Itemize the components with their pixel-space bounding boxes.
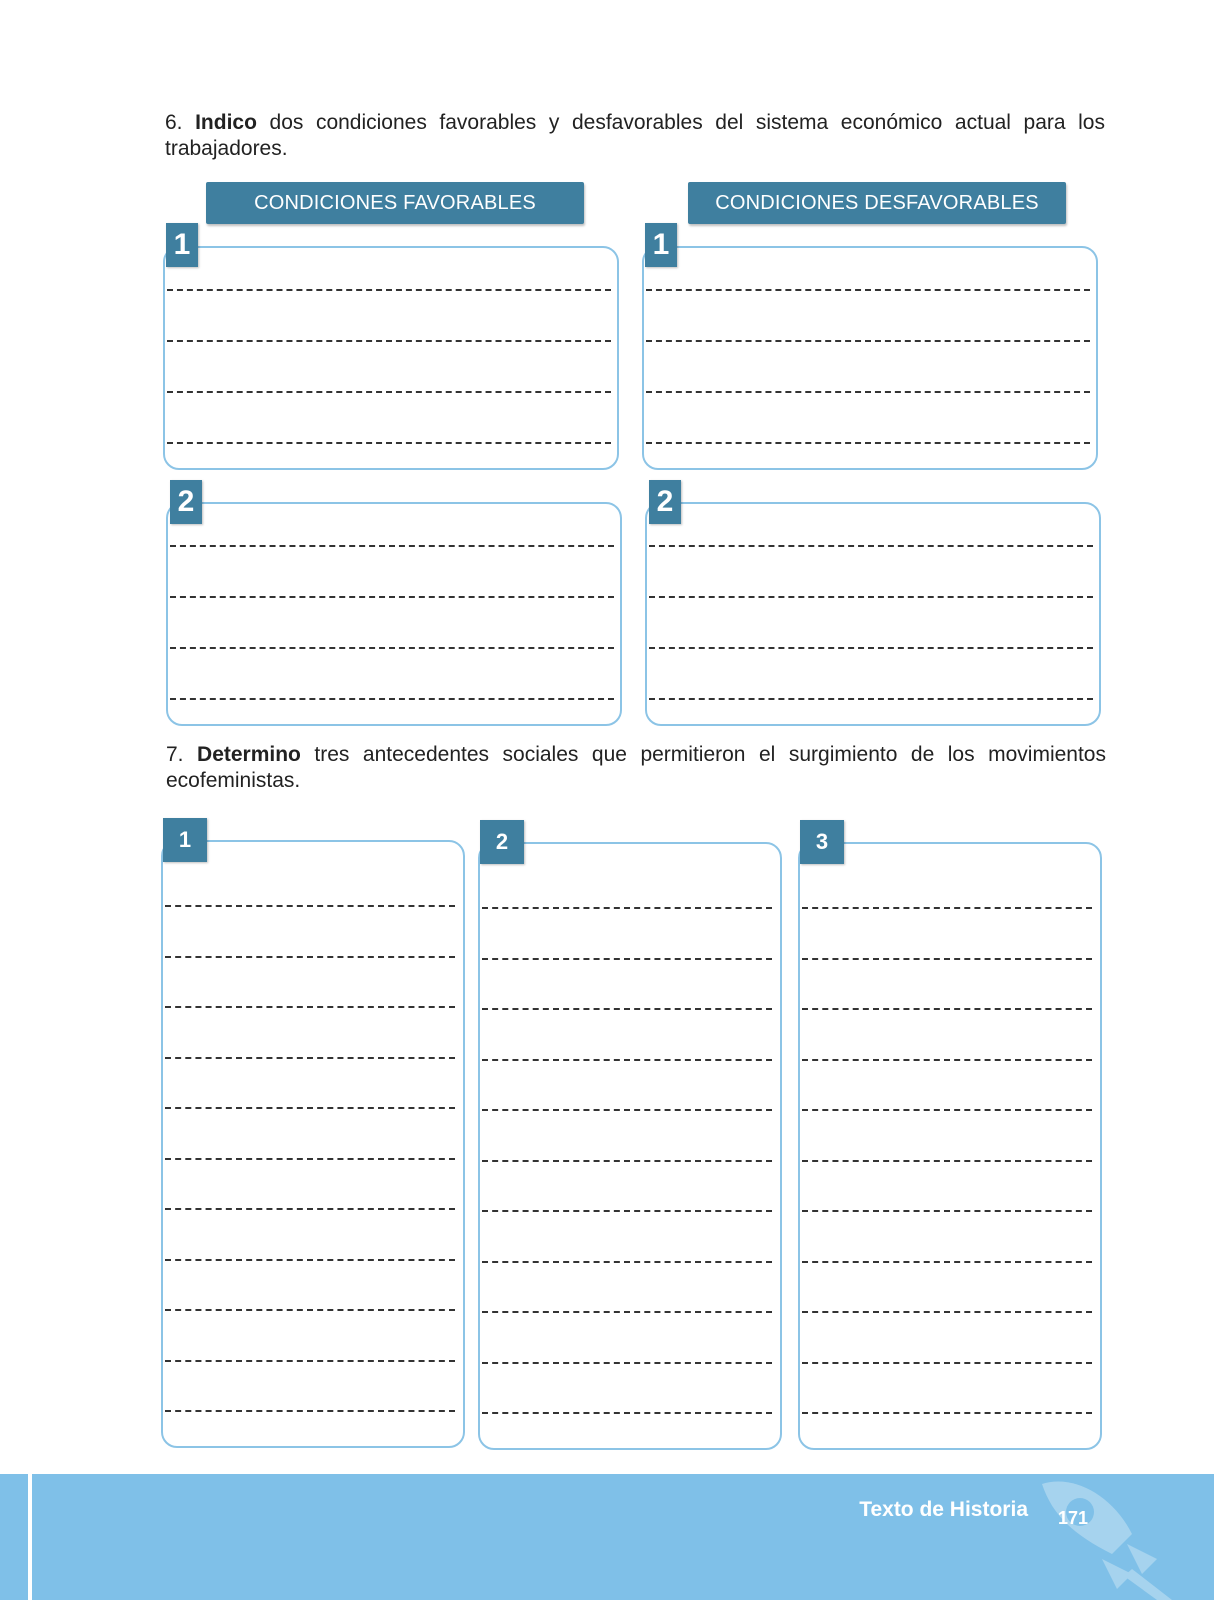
writing-line xyxy=(802,1362,1092,1364)
writing-line xyxy=(167,442,611,444)
question-6-text: dos condiciones favorables y desfavorables del sistema económico actual para los trabajadores. xyxy=(165,111,1105,160)
writing-line xyxy=(802,1210,1092,1212)
writing-line xyxy=(482,907,772,909)
question-6 xyxy=(165,110,1105,162)
writing-line xyxy=(165,1006,455,1008)
writing-line xyxy=(167,391,611,393)
favorable-answer-box-1[interactable] xyxy=(163,246,619,470)
question-7-number: 7. xyxy=(166,743,184,766)
unfavorable-answer-box-1[interactable] xyxy=(642,246,1098,470)
writing-line xyxy=(649,698,1093,700)
writing-line xyxy=(170,647,614,649)
writing-line xyxy=(165,1360,455,1362)
writing-line xyxy=(482,1008,772,1010)
footer-page-number: 171 xyxy=(1058,1508,1089,1528)
writing-line xyxy=(649,545,1093,547)
writing-line xyxy=(482,1362,772,1364)
writing-line xyxy=(802,1412,1092,1414)
footer-stripe xyxy=(28,1474,32,1600)
unfavorable-box-2-number: 2 xyxy=(649,480,681,524)
writing-line xyxy=(646,391,1090,393)
antecedent-answer-box-2[interactable] xyxy=(478,842,782,1450)
question-7 xyxy=(166,742,1106,794)
favorable-box-2-number: 2 xyxy=(170,480,202,524)
antecedent-answer-box-3[interactable] xyxy=(798,842,1102,1450)
writing-line xyxy=(165,1107,455,1109)
writing-line xyxy=(802,958,1092,960)
writing-line xyxy=(649,647,1093,649)
writing-line xyxy=(646,340,1090,342)
writing-line xyxy=(167,340,611,342)
writing-line xyxy=(165,1309,455,1311)
antecedent-box-3-number: 3 xyxy=(800,820,844,864)
question-7-verb: Determino xyxy=(197,743,301,766)
writing-line xyxy=(165,1410,455,1412)
writing-line xyxy=(802,1311,1092,1313)
writing-line xyxy=(802,1109,1092,1111)
writing-line xyxy=(170,596,614,598)
writing-line xyxy=(482,1311,772,1313)
antecedent-answer-box-1[interactable] xyxy=(161,840,465,1448)
writing-line xyxy=(482,1261,772,1263)
writing-line xyxy=(802,1008,1092,1010)
writing-line xyxy=(802,907,1092,909)
writing-line xyxy=(802,1261,1092,1263)
writing-line xyxy=(482,1210,772,1212)
writing-line xyxy=(649,596,1093,598)
writing-line xyxy=(165,1158,455,1160)
writing-line xyxy=(170,698,614,700)
antecedent-box-2-number: 2 xyxy=(480,820,524,864)
writing-line xyxy=(165,1259,455,1261)
writing-line xyxy=(165,1208,455,1210)
unfavorable-answer-box-2[interactable] xyxy=(645,502,1101,726)
favorable-box-1-number: 1 xyxy=(166,223,198,267)
rocket-icon xyxy=(1032,1474,1192,1600)
footer-book-title: Texto de Historia xyxy=(859,1498,1028,1521)
writing-line xyxy=(482,958,772,960)
question-7-text: tres antecedentes sociales que permitieron el surgimiento de los movimientos ecofeministas. xyxy=(166,743,1106,792)
unfavorable-box-1-number: 1 xyxy=(645,223,677,267)
writing-line xyxy=(165,905,455,907)
writing-line xyxy=(802,1160,1092,1162)
header-unfavorable-conditions: CONDICIONES DESFAVORABLES xyxy=(688,182,1066,224)
writing-line xyxy=(482,1059,772,1061)
question-6-number: 6. xyxy=(165,111,183,134)
header-favorable-conditions: CONDICIONES FAVORABLES xyxy=(206,182,584,224)
writing-line xyxy=(802,1059,1092,1061)
writing-line xyxy=(482,1109,772,1111)
writing-line xyxy=(165,956,455,958)
writing-line xyxy=(170,545,614,547)
writing-line xyxy=(482,1412,772,1414)
writing-line xyxy=(482,1160,772,1162)
writing-line xyxy=(646,442,1090,444)
question-6-verb: Indico xyxy=(195,111,257,134)
favorable-answer-box-2[interactable] xyxy=(166,502,622,726)
page-footer xyxy=(0,1474,1214,1600)
writing-line xyxy=(167,289,611,291)
writing-line xyxy=(646,289,1090,291)
writing-line xyxy=(165,1057,455,1059)
antecedent-box-1-number: 1 xyxy=(163,818,207,862)
